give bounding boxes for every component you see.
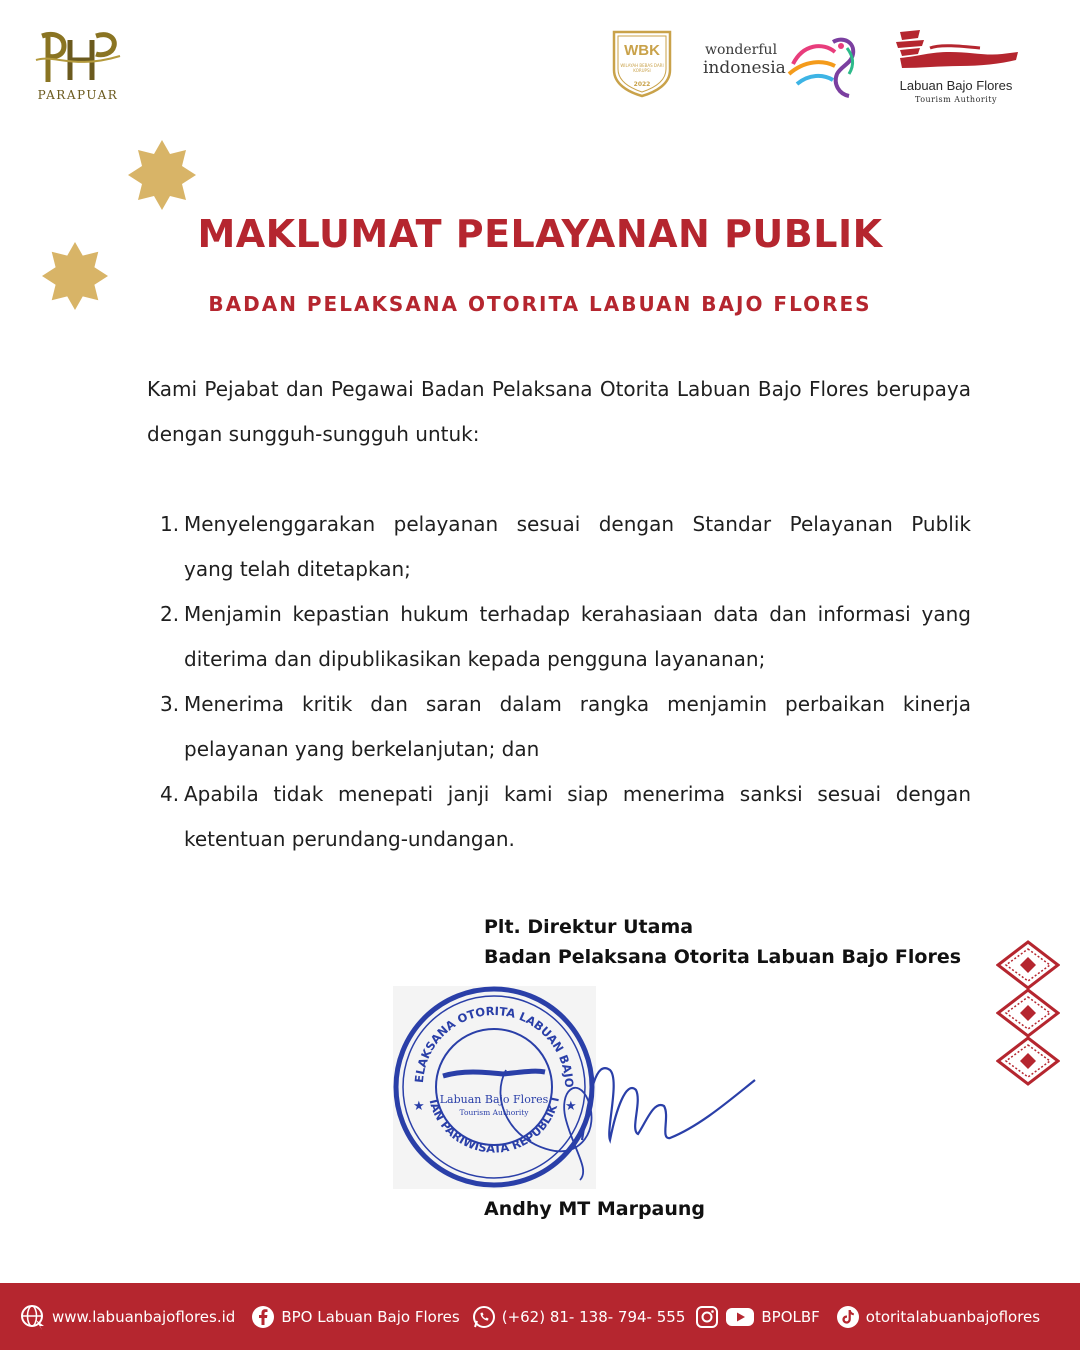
footer-phone[interactable] [472,1305,686,1329]
footer-phone-text: (+62) 81- 138- 794- 555 [501,1307,686,1326]
footer-tiktok[interactable] [836,1305,1040,1329]
footer-facebook-text: BPO Labuan Bajo Flores [281,1307,460,1326]
whatsapp-icon [472,1305,496,1329]
komodo-map-icon [890,26,1022,76]
footer-instagram-youtube[interactable] [695,1305,819,1329]
wonderful-indonesia-logo [703,34,863,102]
list-item [147,772,971,862]
list-item-text: Menjamin kepastian hukum terhadap kerahasiaan data dan informasi yang diterima dan dipublikasikan kepada pengguna layananan; [184,602,971,671]
facebook-icon [251,1305,275,1329]
intro-paragraph: Kami Pejabat dan Pegawai Badan Pelaksana Otorita Labuan Bajo Flores berupaya dengan sungguh-sungguh untuk: [147,377,971,446]
gold-star-ornament-icon [128,140,196,210]
parapuar-logo [28,30,128,105]
stamp-center-line1: Labuan Bajo Flores [439,1093,549,1106]
footer-tiktok-text: otoritalabuanbajoflores [865,1307,1041,1326]
youtube-icon [725,1305,755,1329]
stamp-top-text: ELAKSANA OTORITA LABUAN BAJO [411,1003,577,1088]
lbf-tagline: Tourism Authority [914,95,998,104]
list-item-number: 2. [160,602,180,626]
wbk-subtitle: WILAYAH BEBAS DARI KORUPSI [620,63,664,73]
list-item-number: 4. [160,782,180,806]
ikat-diamond-ornament-icon [996,940,1060,1086]
handwritten-signature [470,1030,760,1190]
wbk-year: 2022 [633,81,651,88]
stamp-bottom-text: IAN PARIWISATA REPUBLIK I [426,1095,562,1156]
svg-text:★: ★ [565,1099,577,1114]
footer-instagram-text: BPOLBF [761,1307,820,1326]
signatory-organization: Badan Pelaksana Otorita Labuan Bajo Flores [484,946,962,968]
signatory-role: Plt. Direktur Utama [484,916,694,938]
garuda-bird-icon [783,34,863,102]
page-subtitle: BADAN PELAKSANA OTORITA LABUAN BAJO FLORES [208,292,872,316]
page-title: MAKLUMAT PELAYANAN PUBLIK [197,212,883,256]
wi-line2: indonesia [703,58,786,78]
stamp-center-line2: Tourism Authority [459,1108,529,1117]
parapuar-wordmark: PARAPUAR [37,88,119,102]
list-item-text: Apabila tidak menepati janji kami siap menerima sanksi sesuai dengan ketentuan perundang-undangan. [184,782,971,851]
commitment-list [147,502,997,862]
wi-line1: wonderful [705,42,778,58]
svg-text:★: ★ [413,1099,425,1114]
lbf-name: Labuan Bajo Flores [899,78,1013,93]
footer-facebook[interactable] [251,1305,459,1329]
wbk-label: WBK [624,42,660,59]
list-item-text: Menerima kritik dan saran dalam rangka menjamin perbaikan kinerja pelayanan yang berkelanjutan; dan [184,692,971,761]
list-item [147,502,997,592]
footer-website-text: www.labuanbajoflores.id [52,1307,236,1326]
list-item-number: 3. [160,692,180,716]
signatory-name: Andhy MT Marpaung [484,1198,706,1220]
instagram-icon [695,1305,719,1329]
parapuar-monogram-icon [34,30,122,86]
list-item [147,592,971,682]
wbk-badge [608,26,676,98]
list-item [147,682,971,772]
contact-footer [0,1283,1080,1350]
list-item-number: 1. [160,512,180,536]
labuan-bajo-logo [884,26,1034,108]
globe-icon [20,1304,46,1330]
footer-website[interactable] [20,1304,235,1330]
tiktok-icon [836,1305,860,1329]
list-item-text: Menyelenggarakan pelayanan sesuai dengan Standar Pelayanan Publik yang telah ditetapkan; [184,512,997,581]
